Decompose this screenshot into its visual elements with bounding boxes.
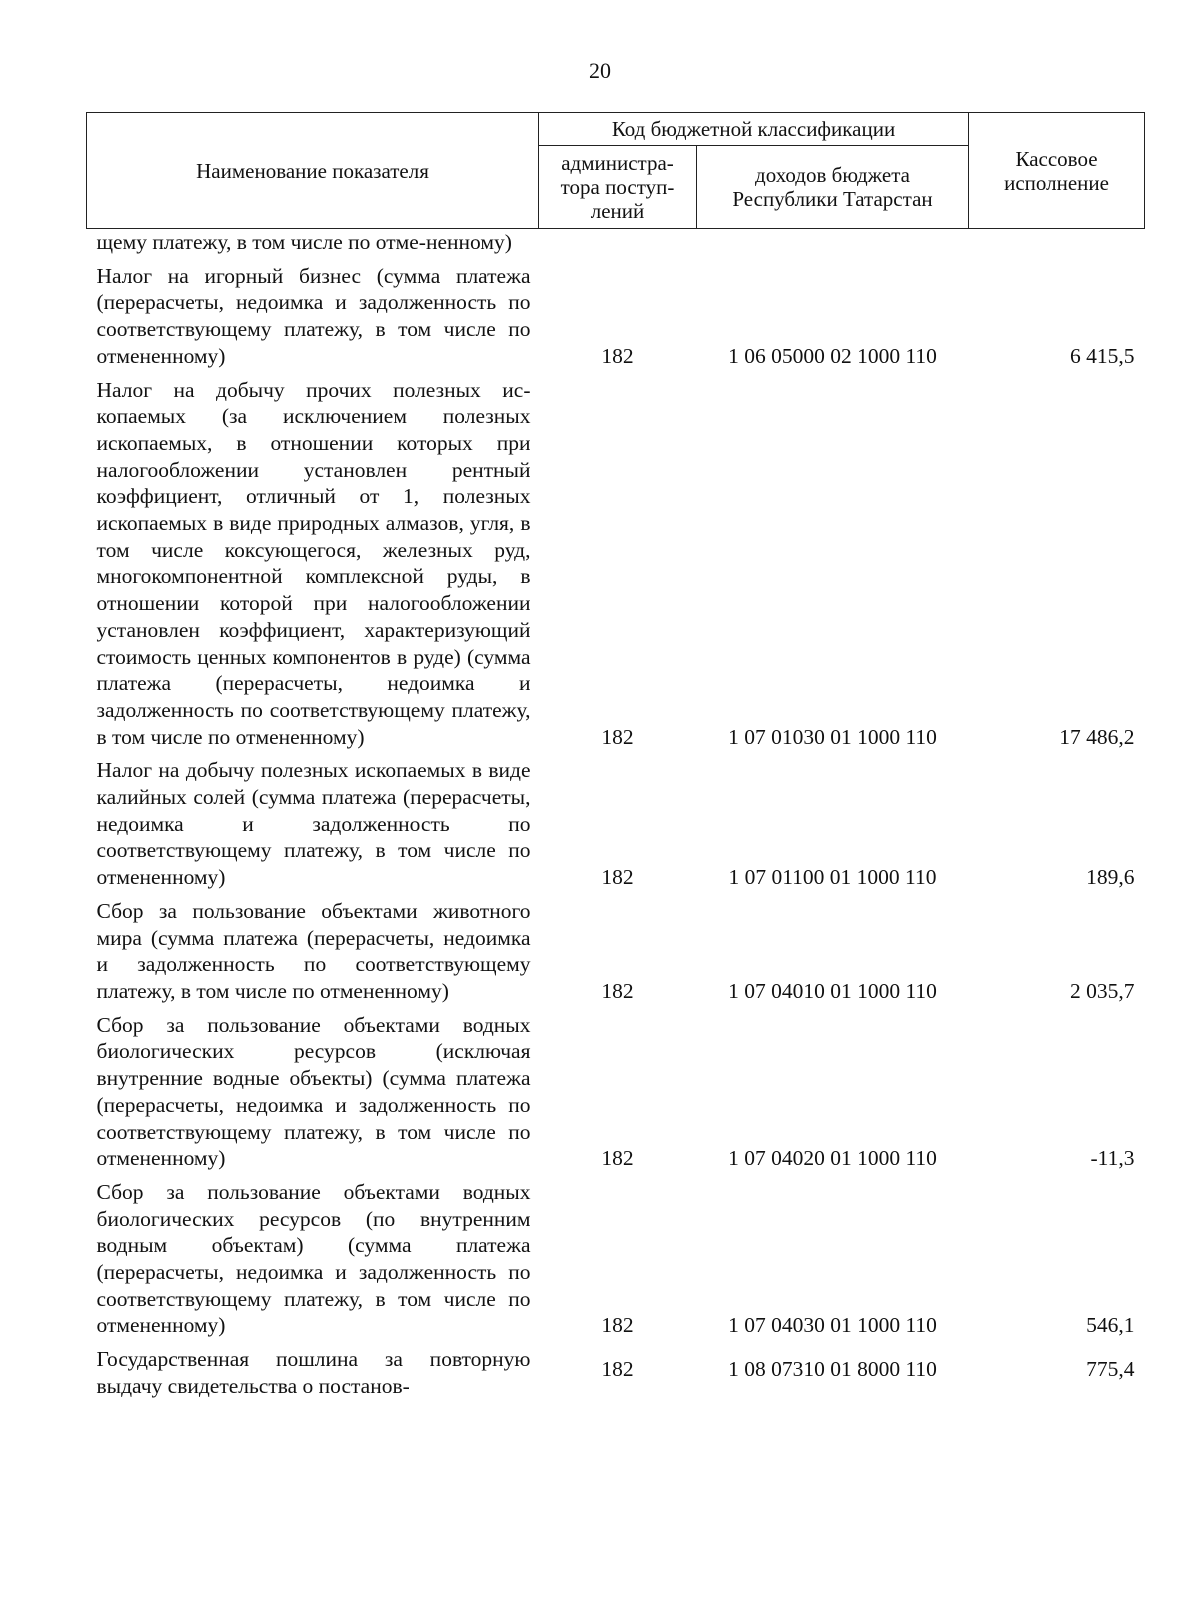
budget-code-cell: [697, 229, 969, 256]
header-revenue-administrator: администра-тора поступ-лений: [539, 146, 697, 229]
indicator-name-cell: [87, 750, 539, 891]
indicator-name-cell: [87, 256, 539, 370]
administrator-code-cell: 182: [601, 865, 634, 890]
header-budget-classification-code: Код бюджетной классификации: [539, 113, 969, 146]
cash-execution-cell: 189,6: [1086, 865, 1135, 890]
budget-code-cell: 1 07 01100 01 1000 110: [728, 865, 937, 890]
indicator-name-cell: [87, 370, 539, 751]
administrator-code-cell: [539, 229, 697, 256]
indicator-name-text: Налог на добычу прочих полезных ископаемых (за исключением полезных ископаемых, в отношении которых при налогообложении установлен рентный коэффициент, отличный от 1, полезных ископаемых в виде природных алмазов, угля, в том числе коксующегося, железных руд, многокомпонентной комплексной руды, в отношении которой при налогообложении установлен коэффициент, характеризующий стоимость ценных компонентов в руде) (сумма платежа (перерасчеты, недоимка и задолженность по соответствующему платежу, в том числе по отмененному): [96, 377, 531, 749]
administrator-code-cell: 182: [601, 343, 634, 368]
indicator-name-text: Сбор за пользование объектами животного мира (сумма платежа (перерасчеты, недоимка и задолженность по соответствующему платежу, в том числе по отмененному): [96, 898, 531, 1003]
header-budget-income: доходов бюджета Республики Татарстан: [697, 146, 969, 229]
budget-code-cell: 1 07 01030 01 1000 110: [728, 724, 937, 749]
indicator-name-cell: [87, 1005, 539, 1172]
administrator-code-cell: 182: [601, 1146, 634, 1171]
table-header: [87, 113, 1145, 229]
budget-code-cell: 1 07 04030 01 1000 110: [728, 1313, 937, 1338]
cash-execution-cell: 17 486,2: [1059, 724, 1135, 749]
table-body: [87, 229, 1145, 1400]
cash-execution-cell: [969, 229, 1145, 256]
indicator-name-text: Государственная пошлина за повторную выдачу свидетельства о постанов-: [96, 1347, 531, 1398]
cash-execution-cell: 2 035,7: [1070, 978, 1135, 1003]
header-indicator-name: Наименование показателя: [87, 113, 539, 229]
table-row: [87, 1339, 1145, 1399]
table-row: [87, 229, 1145, 256]
cash-execution-cell: -11,3: [1090, 1146, 1135, 1171]
budget-code-cell: 1 07 04010 01 1000 110: [728, 978, 937, 1003]
budget-table: [86, 112, 1145, 1400]
budget-code-cell: 1 07 04020 01 1000 110: [728, 1146, 937, 1171]
administrator-code-cell: 182: [601, 1356, 634, 1381]
indicator-name-text: Сбор за пользование объектами водных биологических ресурсов (по внутренним водным объектам) (сумма платежа (перерасчеты, недоимка и задолженность по соответствующему платежу, в том числе по отмененному): [96, 1179, 531, 1338]
indicator-name-cell: [87, 1172, 539, 1339]
indicator-name-text: Налог на добычу полезных ископаемых в виде калийных солей (сумма платежа (перерасчеты, недоимка и задолженность по соответствующему платежу, в том числе по отмененному): [96, 758, 531, 890]
cash-execution-cell: 775,4: [1086, 1356, 1135, 1381]
cash-execution-cell: 546,1: [1086, 1313, 1135, 1338]
administrator-code-cell: 182: [601, 978, 634, 1003]
indicator-name-text: Налог на игорный бизнес (сумма платежа (перерасчеты, недоимка и задолженность по соответствующему платежу, в том числе по отмененному): [96, 263, 531, 368]
table-row: [87, 891, 1145, 1005]
page-number: 20: [589, 58, 611, 83]
table-row: [87, 256, 1145, 370]
cash-execution-cell: 6 415,5: [1070, 343, 1135, 368]
indicator-name-cell: [87, 1339, 539, 1399]
budget-code-cell: 1 08 07310 01 8000 110: [728, 1356, 937, 1381]
table-row: [87, 750, 1145, 891]
table-row: [87, 1172, 1145, 1339]
indicator-name-cell: [87, 891, 539, 1005]
administrator-code-cell: 182: [601, 1313, 634, 1338]
table-row: [87, 370, 1145, 751]
header-cash-execution: Кассовое исполнение: [969, 113, 1145, 229]
table-row: [87, 1005, 1145, 1172]
budget-code-cell: 1 06 05000 02 1000 110: [728, 343, 937, 368]
indicator-name-text: Сбор за пользование объектами водных биологических ресурсов (исключая внутренние водные объекты) (сумма платежа (перерасчеты, недоимка и задолженность по соответствующему платежу, в том числе по отмененному): [96, 1012, 531, 1171]
indicator-name-cell: [87, 229, 539, 256]
indicator-name-text: щему платежу, в том числе по отме-ненному): [96, 230, 512, 254]
administrator-code-cell: 182: [601, 724, 634, 749]
